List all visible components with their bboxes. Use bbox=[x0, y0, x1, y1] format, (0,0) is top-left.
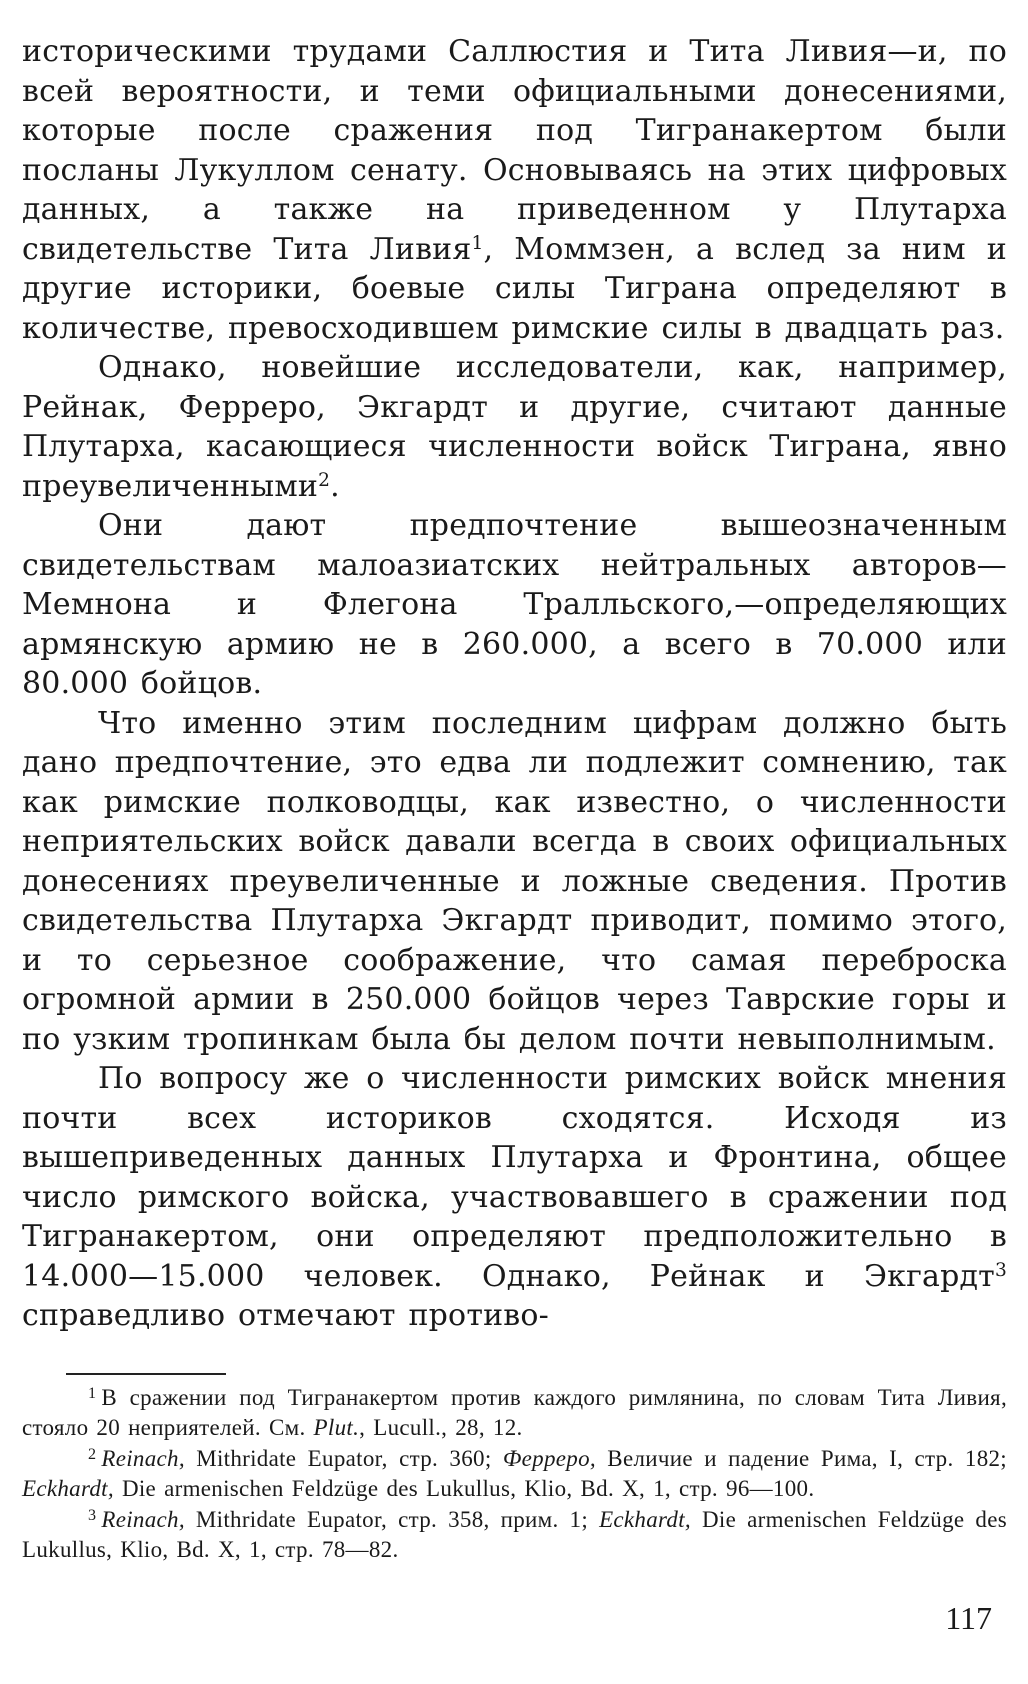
footnote-3 bbox=[22, 1505, 1007, 1565]
footnote-text: Mithridate Eupator, стр. 358, прим. 1; bbox=[184, 1506, 600, 1532]
paragraph-1-text-b: , Моммзен, а вслед за ним и другие историки, боевые силы Тиграна определяют в количестве, превосходившем римские силы в двадцать раз. bbox=[22, 231, 1007, 346]
footnote-text: , Lucull., 28, 12. bbox=[359, 1414, 523, 1440]
page-number: 117 bbox=[945, 1600, 992, 1636]
footnote-mark: 2 bbox=[88, 1446, 97, 1464]
footnote-citation-italic: Ферреро, bbox=[502, 1445, 596, 1471]
paragraph-2-text-b: . bbox=[330, 468, 340, 504]
footnote-citation-italic: Eckhardt, bbox=[22, 1475, 114, 1501]
footnote-ref-1: 1 bbox=[471, 232, 484, 254]
paragraph-1 bbox=[22, 32, 1007, 348]
footnote-1 bbox=[22, 1383, 1007, 1443]
footnote-mark: 1 bbox=[88, 1385, 97, 1403]
footnote-text: В сражении под Тигранакертом против каждого римлянина, по словам Тита Ливия, стояло 20 неприятелей. См. bbox=[22, 1384, 1007, 1440]
footnote-text: Die armenischen Feldzüge des Lukullus, Klio, Bd. X, 1, стр. 78—82. bbox=[22, 1506, 1007, 1562]
footnote-citation-italic: Eckhardt, bbox=[599, 1506, 691, 1532]
book-page bbox=[22, 32, 1007, 1565]
paragraph-5-text-a: По вопросу же о численности римских войск мнения почти всех историков сходятся. Исходя из вышеприведенных данных Плутарха и Фронтина, общее число римского войска, участвовавшего в сражении под Тигранакертом, они определяют предположительно в 14.000—15.000 человек. Однако, Рейнак и Экгардт bbox=[22, 1061, 1007, 1294]
paragraph-2-text-a: Однако, новейшие исследователи, как, например, Рейнак, Ферреро, Экгардт и другие, считают данные Плутарха, касающиеся численности войск Тиграна, явно преувеличенными bbox=[22, 350, 1007, 504]
footnote-ref-3: 3 bbox=[994, 1259, 1007, 1281]
main-text bbox=[22, 32, 1007, 1336]
footnote-mark: 3 bbox=[88, 1507, 97, 1525]
footnote-text: Величие и падение Рима, I, стр. 182; bbox=[595, 1445, 1007, 1471]
footnotes bbox=[22, 1383, 1007, 1565]
footnote-text: Mithridate Eupator, стр. 360; bbox=[184, 1445, 503, 1471]
paragraph-5-text-b: справедливо отмечают противо- bbox=[22, 1298, 550, 1333]
footnote-text: Die armenischen Feldzüge des Lukullus, Klio, Bd. X, 1, стр. 96—100. bbox=[113, 1475, 815, 1501]
footnote-citation-italic: Reinach, bbox=[101, 1506, 185, 1532]
footnote-divider bbox=[66, 1373, 226, 1375]
footnote-2 bbox=[22, 1444, 1007, 1504]
paragraph-1-text-a: историческими трудами Саллюстия и Тита Ливия—и, по всей вероятности, и теми официальными донесениями, которые после сражения под Тигранакертом были посланы Лукуллом сенату. Основываясь на этих цифровых данных, а также на приведенном у Плутарха свидетельстве Тита Ливия bbox=[22, 34, 1007, 267]
footnote-ref-2: 2 bbox=[318, 469, 331, 491]
paragraph-2 bbox=[22, 348, 1007, 506]
paragraph-3: Они дают предпочтение вышеозначенным свидетельствам малоазиатских нейтральных авторов—Мемнона и Флегона Тралльского,—определяющих армянскую армию не в 260.000, а всего в 70.000 или 80.000 бойцов. bbox=[22, 508, 1007, 701]
footnote-citation-italic: Reinach, bbox=[101, 1445, 185, 1471]
paragraph-5 bbox=[22, 1059, 1007, 1336]
paragraph-4: Что именно этим последним цифрам должно быть дано предпочтение, это едва ли подлежит сомнению, так как римские полководцы, как известно, о численности неприятельских войск давали всегда в своих официальных донесениях преувеличенные и ложные сведения. Против свидетельства Плутарха Экгардт приводит, помимо этого, и то серьезное соображение, что самая переброска огромной армии в 250.000 бойцов через Таврские горы и по узким тропинкам была бы делом почти невыполнимым. bbox=[22, 705, 1007, 1057]
footnote-citation-italic: Plut. bbox=[313, 1414, 360, 1440]
